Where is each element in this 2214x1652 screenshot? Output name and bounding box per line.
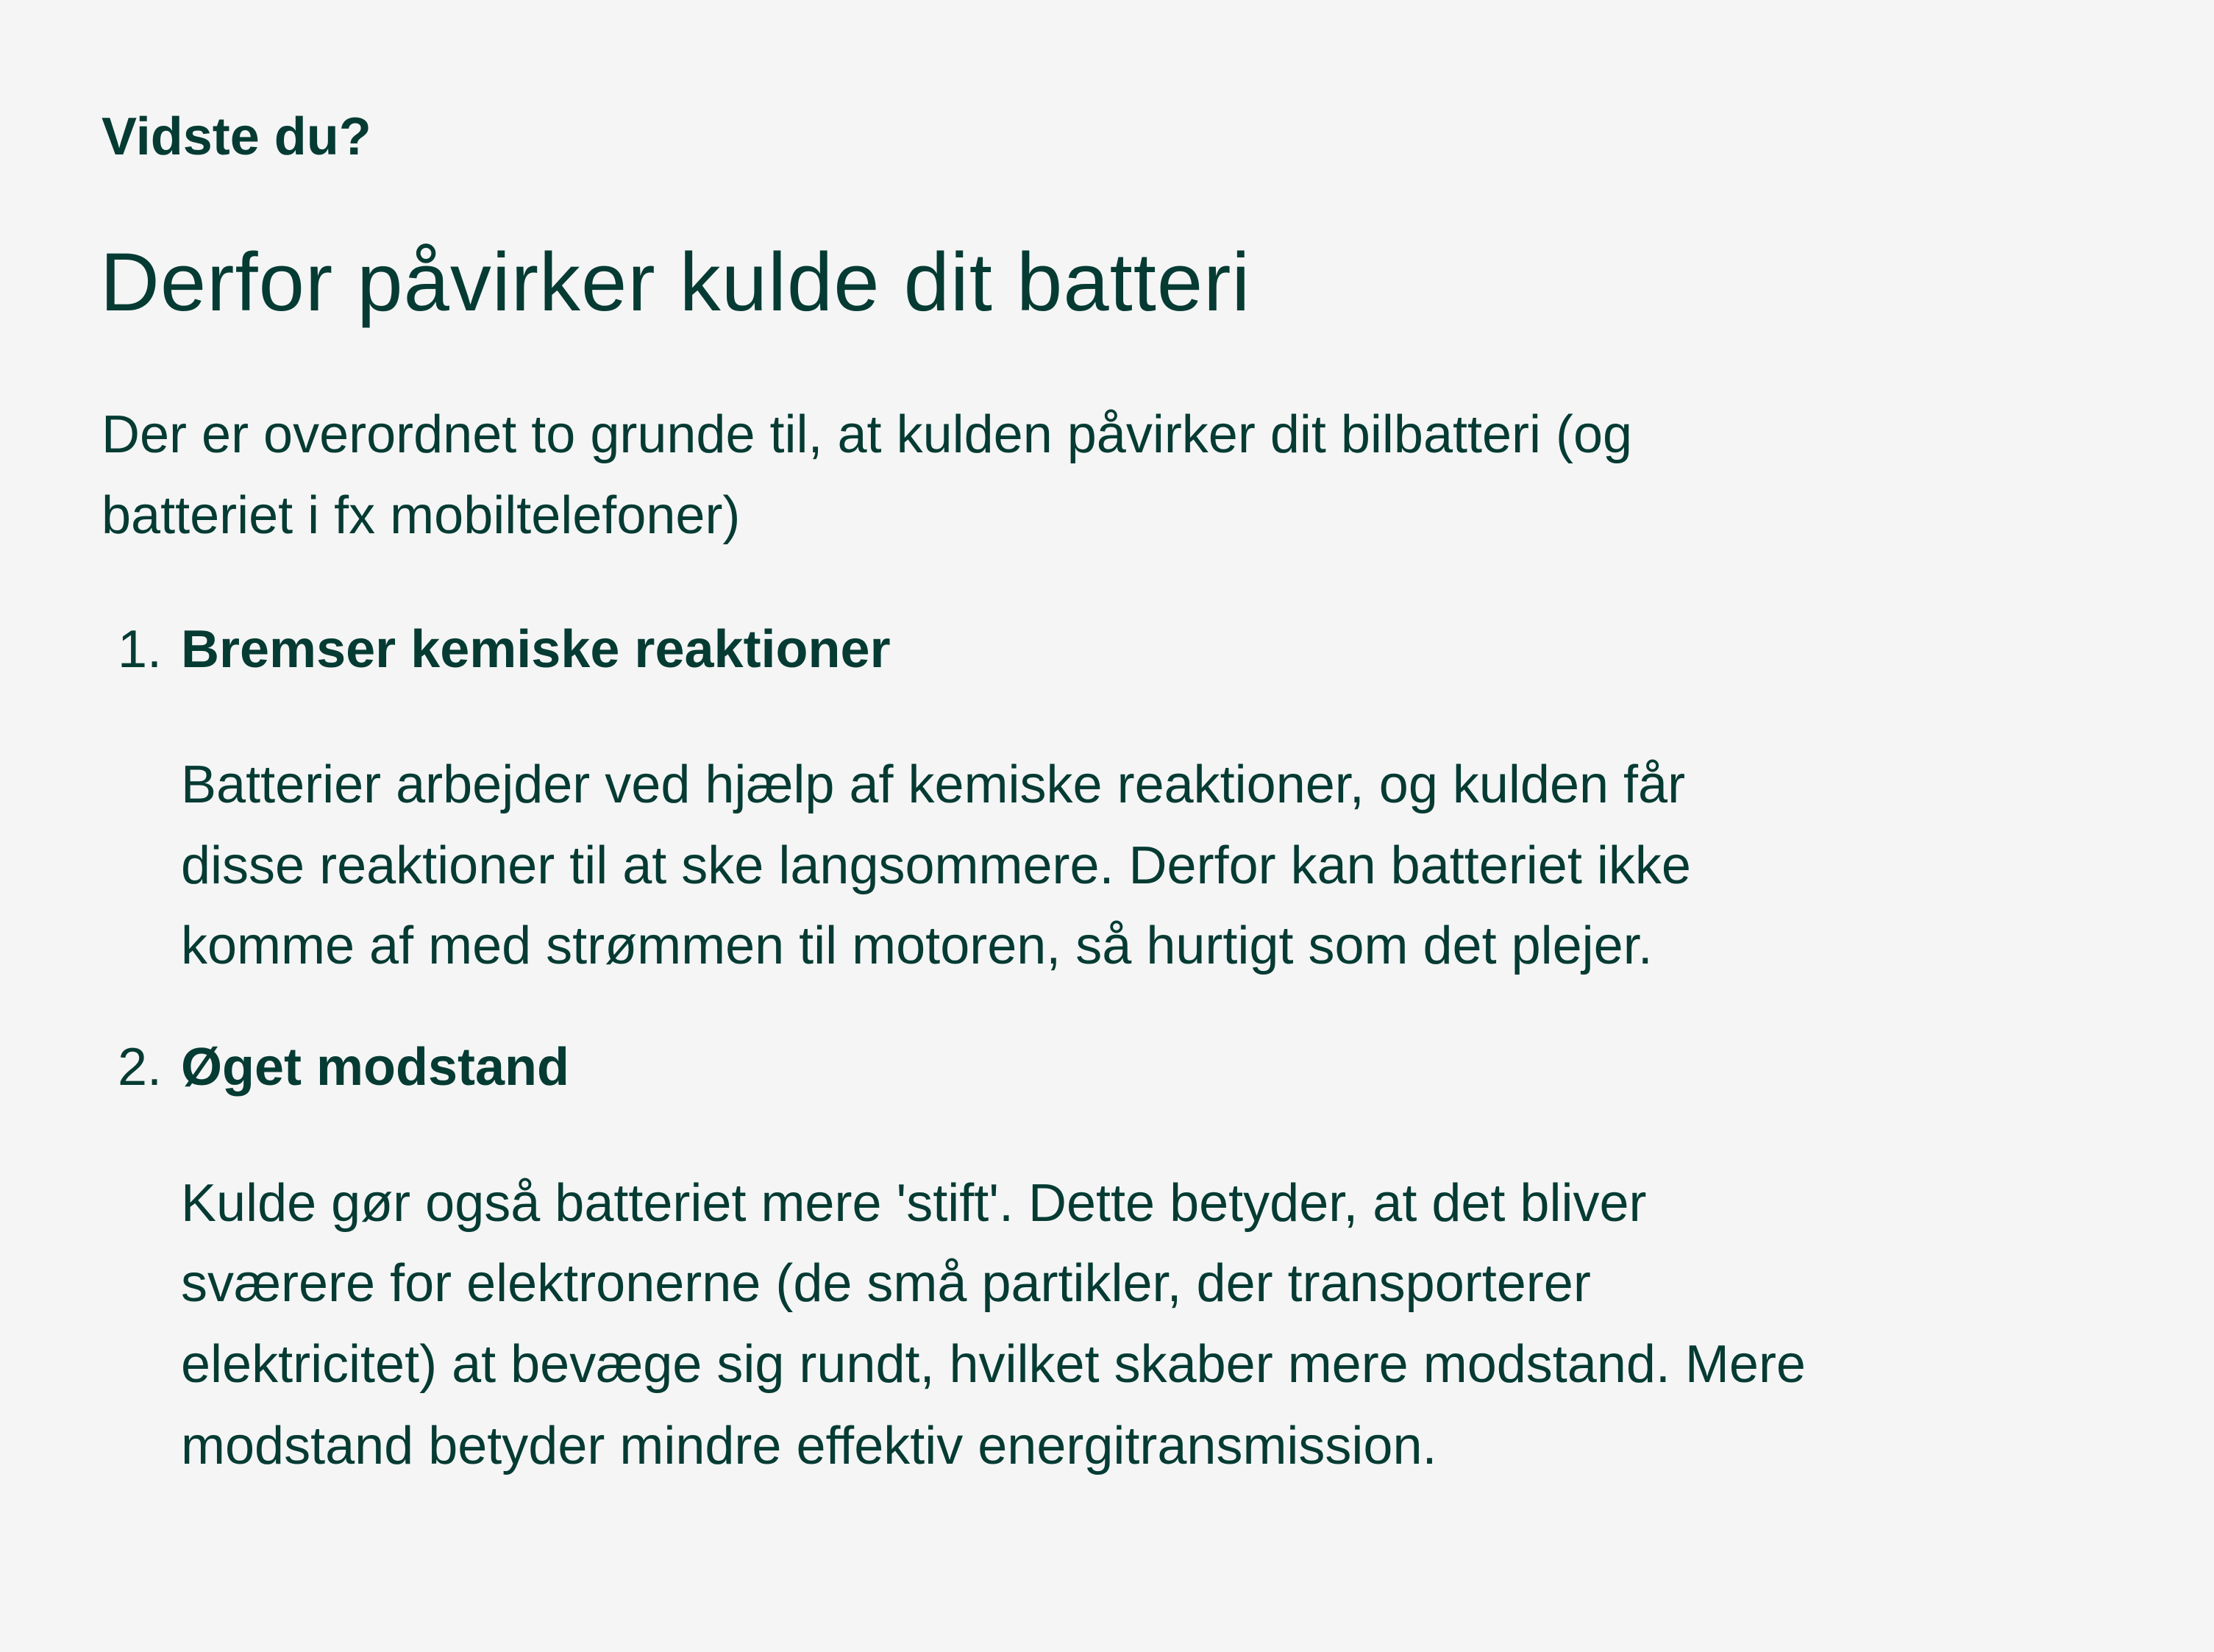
list-item-heading: Øget modstand: [181, 1038, 570, 1097]
list-number: 2.: [118, 1038, 163, 1097]
paragraph-line: Batterier arbejder ved hjælp af kemiske reaktioner, og kulden får: [181, 755, 1686, 814]
eyebrow-label: Vidste du?: [102, 107, 371, 166]
intro-line: Der er overordnet to grunde til, at kulden påvirker dit bilbatteri (og: [102, 405, 1633, 464]
paragraph-line: Kulde gør også batteriet mere 'stift'. Dette betyder, at det bliver: [181, 1174, 1647, 1233]
intro-line: batteriet i fx mobiltelefoner): [102, 486, 741, 545]
paragraph-line: komme af med strømmen til motoren, så hurtigt som det plejer.: [181, 916, 1653, 975]
list-number: 1.: [118, 620, 163, 679]
paragraph-line: modstand betyder mindre effektiv energitransmission.: [181, 1417, 1437, 1475]
list-item-heading: Bremser kemiske reaktioner: [181, 620, 891, 679]
page-title: Derfor påvirker kulde dit batteri: [100, 236, 1251, 328]
paragraph-line: sværere for elektronerne (de små partikler, der transporterer: [181, 1254, 1591, 1313]
paragraph-line: elektricitet) at bevæge sig rundt, hvilket skaber mere modstand. Mere: [181, 1335, 1806, 1394]
paragraph-line: disse reaktioner til at ske langsommere. Derfor kan batteriet ikke: [181, 836, 1691, 895]
